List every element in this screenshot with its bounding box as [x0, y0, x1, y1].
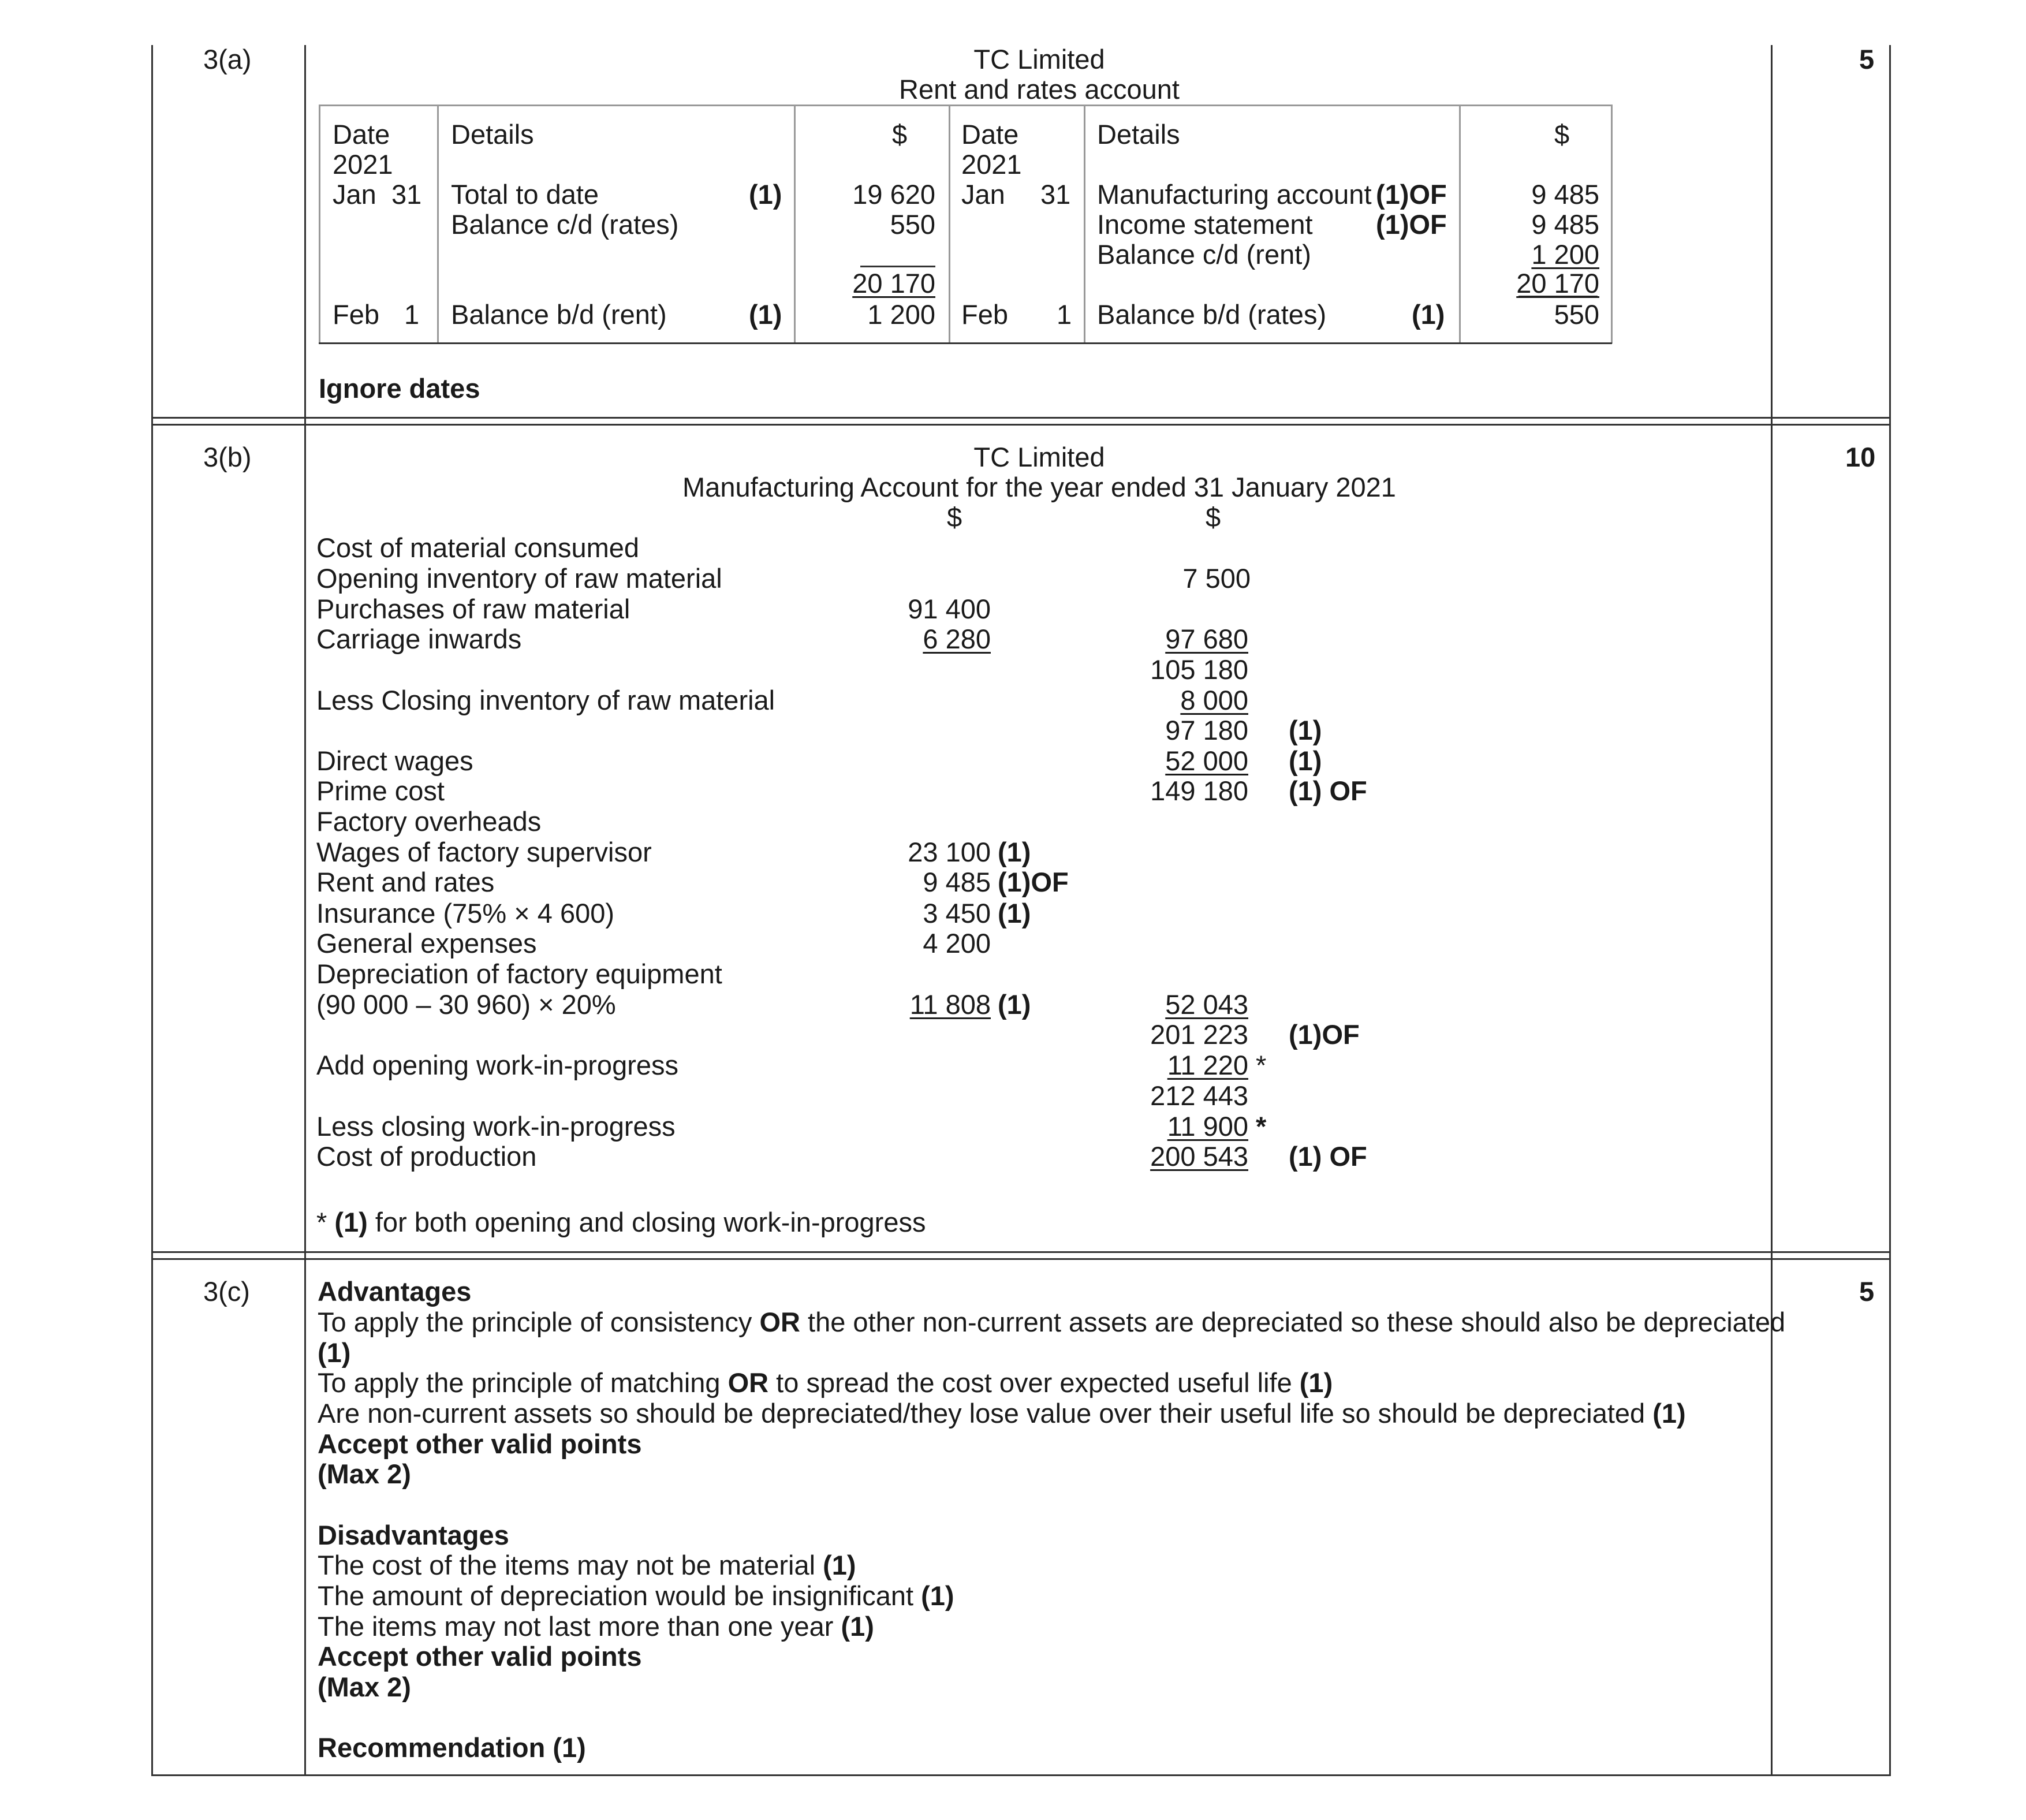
line-label: Less Closing inventory of raw material — [316, 685, 775, 715]
left-r1-amount: 19 620 — [852, 179, 935, 210]
line-label: (90 000 – 30 960) × 20% — [316, 989, 616, 1020]
line-label: Insurance (75% × 4 600) — [316, 898, 615, 928]
col2-amount: 8 000 — [1180, 685, 1248, 715]
left-r3-mark: (1) — [749, 299, 782, 330]
line-label: Wages of factory supervisor — [316, 837, 652, 867]
left-r3-month: Feb — [333, 299, 379, 330]
right-r3-amount: 1 200 — [1531, 239, 1599, 270]
col2-amount: 11 900 — [1167, 1111, 1248, 1142]
right-r4-month: Feb — [961, 299, 1008, 330]
left-r1-month: Jan — [333, 179, 376, 210]
line-label: Carriage inwards — [316, 624, 522, 654]
col2-mark: (1) — [1289, 745, 1322, 776]
col1-amount: 6 280 — [923, 624, 991, 654]
left-r1-mark: (1) — [749, 179, 782, 210]
marks: 5 — [1859, 1276, 1875, 1307]
col2-mark: (1) OF — [1289, 775, 1367, 806]
line-label: Direct wages — [316, 745, 473, 776]
right-r1-month: Jan — [961, 179, 1005, 210]
col2-mark: (1)OF — [1289, 1019, 1360, 1050]
col1-amount: 3 450 — [923, 898, 991, 928]
line-label: Add opening work-in-progress — [316, 1050, 678, 1080]
right-r4-mark: (1) — [1412, 299, 1445, 330]
left-details-header: Details — [451, 119, 534, 150]
col1-amount: 4 200 — [923, 928, 991, 959]
max-marks: (Max 2) — [318, 1672, 411, 1702]
right-details-header: Details — [1097, 119, 1180, 150]
accept-other-points: Accept other valid points — [318, 1429, 642, 1459]
col1-amount: 11 808 — [909, 989, 991, 1020]
col2-mark: (1) OF — [1289, 1141, 1367, 1172]
right-r3-details: Balance c/d (rent) — [1097, 239, 1311, 270]
left-r3-amount: 1 200 — [867, 299, 935, 330]
left-date-header: Date — [333, 119, 390, 150]
col1-amount: 9 485 — [923, 867, 991, 897]
line-label: Cost of material consumed — [316, 532, 640, 563]
right-year: 2021 — [961, 149, 1022, 180]
right-r2-amount: 9 485 — [1531, 209, 1599, 240]
company-name: TC Limited — [973, 44, 1105, 74]
right-r1-day: 31 — [1040, 179, 1071, 210]
right-r4-amount: 550 — [1554, 299, 1599, 330]
account-title: Manufacturing Account for the year ended 31 January 2021 — [682, 472, 1396, 502]
left-year: 2021 — [333, 149, 393, 180]
col1-dollar: $ — [947, 502, 962, 532]
col1-amount: 91 400 — [908, 594, 991, 624]
left-r3-day: 1 — [404, 299, 420, 330]
disadvantages-heading: Disadvantages — [318, 1520, 509, 1550]
advantage-3: Are non-current assets so should be depreciated/they lose value over their useful life so should be depreciated (1) — [318, 1398, 1686, 1429]
disadvantage-2: The amount of depreciation would be insignificant (1) — [318, 1580, 954, 1611]
right-date-header: Date — [961, 119, 1019, 150]
left-r1-details: Total to date — [451, 179, 599, 210]
asterisk: * — [1256, 1111, 1267, 1142]
right-r4-day: 1 — [1057, 299, 1072, 330]
col2-amount: 97 180 — [1165, 715, 1248, 745]
marks: 10 — [1845, 442, 1876, 472]
right-dollar-header: $ — [1554, 119, 1570, 150]
advantage-1: To apply the principle of consistency OR the other non-current assets are depreciated so these should also be depreciated — [318, 1307, 1786, 1337]
accept-other-points: Accept other valid points — [318, 1641, 642, 1672]
left-r2-details: Balance c/d (rates) — [451, 209, 679, 240]
col2-amount: 97 680 — [1165, 624, 1248, 654]
disadvantage-1: The cost of the items may not be material (1) — [318, 1550, 856, 1580]
left-r3-details: Balance b/d (rent) — [451, 299, 667, 330]
right-total: 20 170 — [1516, 268, 1599, 299]
right-r1-amount: 9 485 — [1531, 179, 1599, 210]
line-label: Prime cost — [316, 775, 445, 806]
col2-dollar: $ — [1206, 502, 1221, 532]
line-label: Factory overheads — [316, 806, 542, 837]
right-r4-details: Balance b/d (rates) — [1097, 299, 1327, 330]
question-number: 3(b) — [203, 442, 252, 472]
col2-amount: 52 043 — [1165, 989, 1248, 1020]
col2-amount: 201 223 — [1150, 1019, 1248, 1050]
disadvantage-3: The items may not last more than one year (1) — [318, 1611, 874, 1642]
account-title: Rent and rates account — [899, 74, 1180, 105]
advantage-2: To apply the principle of matching OR to spread the cost over expected useful life (1) — [318, 1367, 1333, 1398]
ignore-dates-note: Ignore dates — [319, 373, 480, 404]
question-number: 3(c) — [203, 1276, 250, 1307]
left-r1-day: 31 — [391, 179, 422, 210]
col1-amount: 23 100 — [908, 837, 991, 867]
line-label: Opening inventory of raw material — [316, 563, 722, 594]
right-r1-details: Manufacturing account — [1097, 179, 1372, 210]
line-label: Less closing work-in-progress — [316, 1111, 676, 1142]
marks: 5 — [1859, 44, 1875, 74]
col2-amount: 7 500 — [1182, 563, 1251, 594]
max-marks: (Max 2) — [318, 1459, 411, 1489]
col2-amount: 212 443 — [1150, 1080, 1248, 1111]
col2-amount: 52 000 — [1165, 745, 1248, 776]
col1-mark: (1) — [998, 837, 1031, 867]
col2-amount: 149 180 — [1150, 775, 1248, 806]
line-label: Cost of production — [316, 1141, 537, 1172]
asterisk: * — [1256, 1050, 1267, 1080]
line-label: General expenses — [316, 928, 537, 959]
line-label: Purchases of raw material — [316, 594, 630, 624]
col2-amount: 200 543 — [1150, 1141, 1248, 1172]
left-dollar-header: $ — [892, 119, 908, 150]
col1-mark: (1)OF — [998, 867, 1069, 897]
question-number: 3(a) — [203, 44, 252, 74]
right-r2-details: Income statement — [1097, 209, 1313, 240]
recommendation: Recommendation (1) — [318, 1732, 586, 1763]
advantages-heading: Advantages — [318, 1276, 472, 1307]
col2-amount: 105 180 — [1150, 654, 1248, 685]
col1-mark: (1) — [998, 898, 1031, 928]
right-r1-mark: (1)OF — [1376, 179, 1447, 210]
footnote: * (1) for both opening and closing work-in-progress — [316, 1207, 926, 1237]
col1-mark: (1) — [998, 989, 1031, 1020]
col2-mark: (1) — [1289, 715, 1322, 745]
line-label: Depreciation of factory equipment — [316, 959, 722, 989]
col2-amount: 11 220 — [1167, 1050, 1248, 1080]
left-r2-amount: 550 — [890, 209, 935, 240]
left-total: 20 170 — [852, 268, 935, 299]
right-r2-mark: (1)OF — [1376, 209, 1447, 240]
line-label: Rent and rates — [316, 867, 495, 897]
advantage-1-mark: (1) — [318, 1337, 351, 1368]
company-name: TC Limited — [973, 442, 1105, 472]
